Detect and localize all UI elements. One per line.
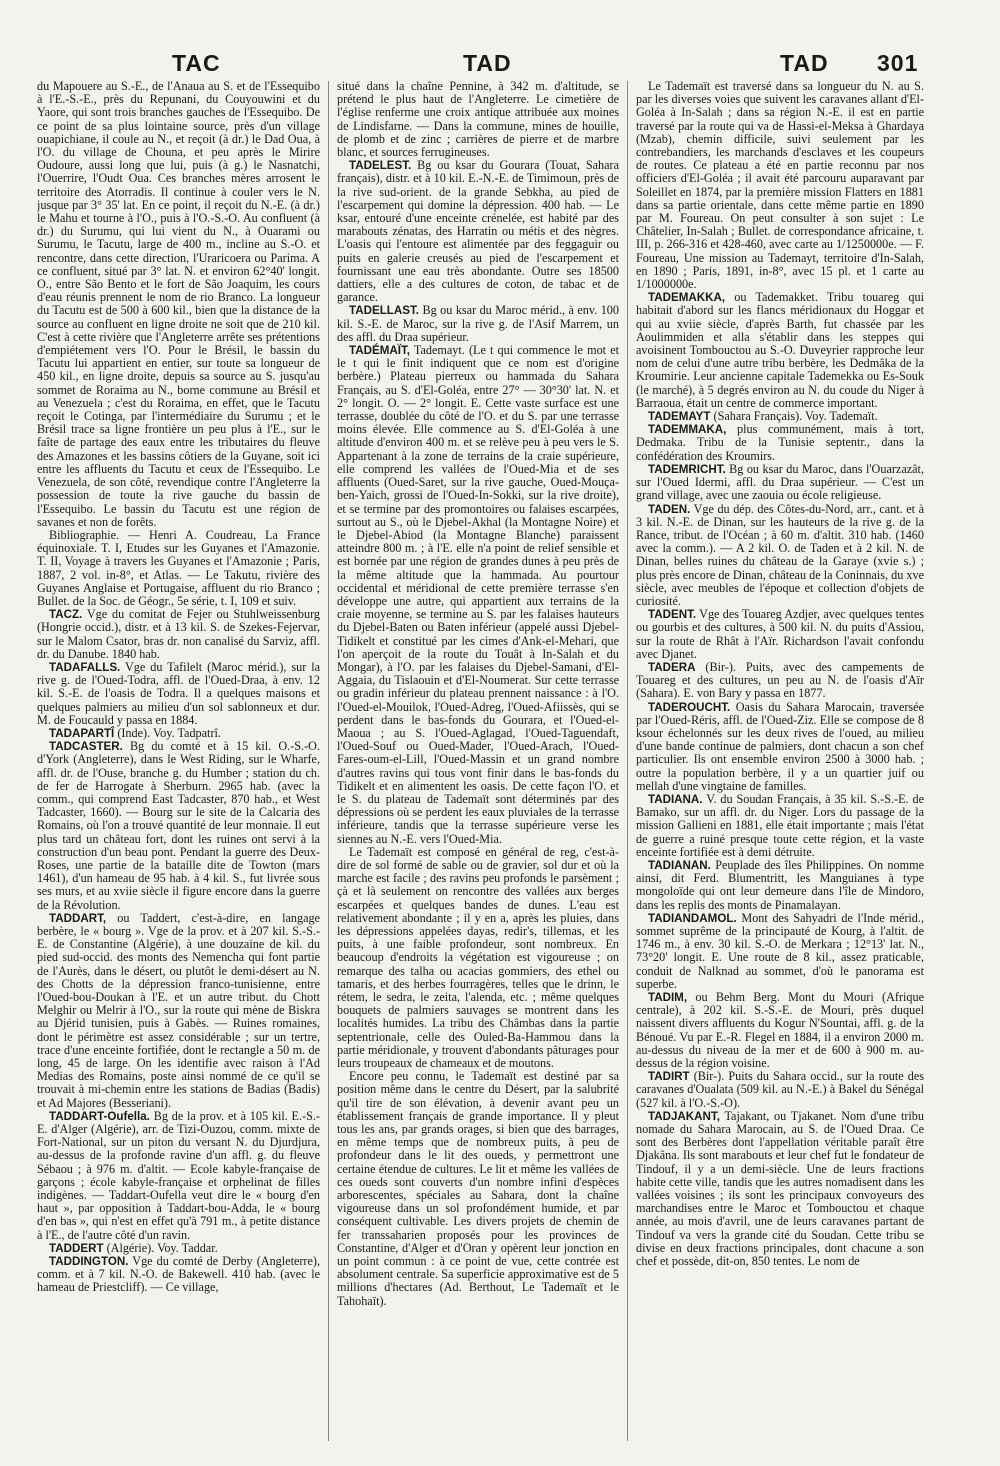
entry-headword: TADIANA. (648, 792, 703, 806)
continued-paragraph (636, 80, 924, 291)
dictionary-entry (636, 661, 924, 701)
entry-text: Mont des Sahyadri de l'Inde mérid., sommet suprême de la principauté de Kourg, à l'altit. de 1746 m., à env. 30 kil. S.-O. de Merkara ; 12°13' lat. N., 73°20' longit. E. Une route de 8 kil., assez praticable, conduit de Nalknad au sommet, d'où le panorama est superbe. (636, 910, 924, 991)
entry-text: Vge des Touareg Azdjer, avec quelques tentes ou gourbis et des cultures, à 500 kil. N. du puits d'Assiou, sur la route de Rhât à l'Aïr. Richardson l'avait confondu avec Djanet. (636, 607, 924, 661)
entry-text: Le Tademaït est composé en général de reg, c'est-à-dire de sol formé de sable ou de gravier, sol dur et où la marche est facile ; des ravins peu profonds le parsèment ; çà et là seulement on rencontre des vallées aux berges escarpées et quelques bandes de dunes. L'eau est relativement abondante ; il y en a, après les pluies, dans les dépressions appelées dayas, redir's, tillemas, et les puits, à une faible profondeur, sont nombreux. En beaucoup d'endroits la végétation est vigoureuse ; on remarque des talha ou acacias gommiers, des ethel ou tamaris, et des herbes fourragères, telles que le drinn, le rétem, le sedra, le zeita, l'alenda, etc. ; même quelques bouquets de palmiers sauvages se montrent dans les localités humides. La tribu des Châmbas dans la partie septentrionale, celle des Ouled-Ba-Hammou dans la partie méridionale, y trouvent d'abondants pâturages pour leurs troupeaux de chameaux et de moutons. (337, 844, 619, 1071)
entry-headword: TADEMAYT (648, 410, 711, 424)
dictionary-entry (636, 423, 924, 463)
entry-headword: TADDERT (49, 1241, 104, 1255)
entry-headword: TADCASTER. (49, 740, 123, 754)
entry-text: Bg ou ksar du Gourara (Touat, Sahara français), distr. et à 10 kil. E.-N.-E. de Timimoun, près de la rive sud-orient. de la grande Sebkha, au pied de l'escarpement qui domine la dépression. 400 hab. — Le ksar, entouré d'une enceinte crénelée, est habité par des marabouts zénatas, des Harratin ou métis et des nègres. L'oasis qui l'entoure est alimentée par des feggaguir ou puits en galerie creusés au pied de l'escarpement et fournissant une eau très abondante. Outre ses 18500 dattiers, elle a des cultures de coton, de tabac et de garance. (337, 158, 619, 305)
running-header (0, 50, 1000, 84)
entry-headword: TADENT. (648, 608, 697, 622)
dictionary-entry (636, 912, 924, 991)
dictionary-entry (337, 344, 619, 846)
continued-paragraph (37, 80, 320, 529)
continued-paragraph (337, 1070, 619, 1308)
continued-paragraph (337, 846, 619, 1070)
entry-text: Vge du comitat de Fejer ou Stuhlweissenburg (Hongrie occid.), distr. et à 13 kil. S. de Szekes-Fejervar, sur le Malom Csator, bras dr. non canalisé du Sarviz, affl. dr. du Danube. 1840 hab. (37, 607, 320, 661)
dictionary-entry (636, 291, 924, 410)
entry-headword: TADAPARTÎ (49, 726, 115, 740)
entry-text: V. du Soudan Français, à 35 kil. S.-S.-E. de Bamako, sur un affl. dr. du Niger. Lors du passage de la mission Gallieni en 1881, elle était importante ; mais l'état de guerre a ruiné presque toute cette région, et la vaste enceinte fortifiée est à demi détruite. (636, 791, 924, 859)
entry-text: plus communément, mais à tort, Dedmaka. Tribu de la Tunisie septentr., dans la confédération des Kroumirs. (636, 422, 924, 463)
dictionary-entry (636, 463, 924, 503)
dictionary-entry (37, 529, 320, 608)
column-rule-right (627, 81, 628, 1441)
entry-headword: TADIRT (648, 1070, 690, 1084)
entry-headword: TADELLAST. (349, 304, 419, 318)
entry-text: (Bir-). Puits du Sahara occid., sur la route des caravanes d'Oualata (509 kil. au N.-E.) à Bakel du Sénégal (527 kil. à l'O.-S.-O). (636, 1069, 924, 1110)
header-center-keyword: TAD (463, 50, 512, 76)
entry-headword: TADEN. (648, 502, 691, 516)
dictionary-entry (37, 740, 320, 912)
entry-headword: TADÉMAÏT, (349, 344, 410, 358)
entry-headword: TADDART-Oufella. (49, 1109, 150, 1123)
entry-text: (Bir-). Puits, avec des campements de Touareg et des cultures, un peu au N. de l'oasis d'Aïr (Sahara). E. von Bary y passa en 1877. (636, 659, 924, 701)
dictionary-entry (37, 1255, 320, 1295)
entry-text: Bg du comté et à 15 kil. O.-S.-O. d'York (Angleterre), dans le West Riding, sur le Wharfe, affl. dr. de l'Ouse, branche g. du Humber ; station du ch. de fer de Harrogate à Sherburn. 2965 hab. (avec la comm., qui comprend East Tadcaster, 870 hab., et West Tadcaster, 1660). — Bourg sur le site de la Calcaria des Romains, où l'on a trouvé quantité de leur monnaie. Il eut plus tard un château fort, dont les ruines ont servi à la construction d'un beau pont. Pendant la guerre des Deux-Roses, une partie de la bataille dite de Towton (mars 1461), d'un hameau de 95 hab. à 4 kil. S., fut livrée sous ses murs, et au xviie siècle il figure encore dans la guerre de la Révolution. (37, 739, 320, 912)
entry-text: Vge du comté de Derby (Angleterre), comm. et à 7 kil. N.-O. de Bakewell. 410 hab. (avec le hameau de Priestcliff). — Ce village, (37, 1254, 320, 1295)
entry-headword: TADEROUCHT. (648, 700, 731, 714)
entry-text: Tademayt. (Le t qui commence le mot et le t qui le finit indiquent que ce nom est d'origine berbère.) Plateau pierreux ou hammada du Sahara Français, au S. d'El-Goléa, entre 27° — 30°30' lat. N. et 2° longit. O. — 2° longit. E. Cette vaste surface est une terrasse, doublée du côté de l'O. et du S. par une terrasse moins élevée. Elle commence au S. d'El-Goléa à une altitude d'environ 400 m. et se relève peu à peu vers le S. Appartenant à la zone de terrains de la craie supérieure, elle comprend les vallées de l'Oued-Mia et de ses affluents (Oued-Saret, sur la rive gauche, Oued-Mouça-ben-Yaich, grossi de l'Oued-In-Sokki, sur la rive droite), et se termine par des promontoires ou falaises escarpées, surtout au S., où le Djebel-Akhal (la Montagne Noire) et le Djebel-Abiod (la Montagne Blanche) paraissent atteindre 800 m. ; à l'E. elle n'a point de relief sensible et est bornée par une région de grandes dunes à peu près de la même altitude que la hammada. Au pourtour occidental et méridional de cette première terrasse s'en développe une autre, qui appartient aux terrains de la craie moyenne, se termine au S. par les falaises hauteurs du Djebel-Baten ou Baten inférieur (appelé aussi Djebel-Tidikelt et constitué par les cimes d'Ank-el-Mehari, que l'on aperçoit de la route du Touât à In-Salah et du Mongar), à l'O. par les falaises du Djebel-Samani, d'El-Aggaia, du Tislaouin et d'El-Noumerat. Sur cette terrasse ou gradin inférieur du plateau prennent naissance : à l'O. l'Oued-el-Mouilok, l'Oued-Adreg, l'Oued-Afiissès, qui se perdent dans le bas-fonds du Gourara, et l'Oued-el-Maoua ; au S. l'Oued-Aglagad, l'Oued-Taguendaft, l'Oued-Souf ou Oued-Mader, l'Oued-Arach, l'Oued-Fares-oum-el-Lill, l'Oued-Massin et un grand nombre d'autres ravins qui tous vont finir dans le bas-fonds du Tidikelt et en alimentent les oasis. De cette façon l'O. et le S. du plateau de Tademaït sont déterminés par des dépressions où se perdent les eaux pluviales de la terrasse inférieure, tandis que la terrasse supérieure verse les siennes au N.-E. vers l'Oued-Mia. (337, 343, 619, 846)
dictionary-entry (37, 608, 320, 661)
entry-text: Bg ou ksar du Maroc, dans l'Ouarzazât, sur l'Oued Idermi, affl. du Draa supérieur. — C'est un grand village, avec une zaouia ou école religieuse. (636, 461, 924, 503)
dictionary-entry (37, 661, 320, 727)
entry-headword: TADDART, (49, 911, 107, 925)
entry-headword: TADAFALLS. (49, 660, 121, 674)
dictionary-entry (37, 1110, 320, 1242)
entry-text: ou Taddert, c'est-à-dire, en langage berbère, le « bourg ». Vge de la prov. et à 207 kil. S.-S.-E. de Constantine (Algérie), à une douzaine de kil. du pied sud-occid. des monts des Nemencha qui font partie de l'Aurès, dans le désert, ou plutôt le demi-désert au N. des Chotts de la dépression franco-tunisienne, entre l'Oued-bou-Doukan à l'E. et un autre tribut. du Chott Melghir ou Melrir à l'O., sur la route qui mène de Biskra au Djérid tunisien, puis à Gabès. — Ruines romaines, dont le périmètre est assez considérable ; sur un tertre, trace d'une enceinte fortifiée, dont le rectangle a 50 m. de long, 45 de large. On les identifie avec raison à l'Ad Medias des Romains, poste ainsi nommé de ce qu'il se trouvait à mi-chemin entre les stations de Badias (Badis) et Ad Majores (Besseriani). (37, 910, 320, 1110)
entry-headword: TADDINGTON. (49, 1255, 129, 1269)
entry-headword: TADERA (648, 660, 696, 674)
entry-text: situé dans la chaîne Pennine, à 342 m. d'altitude, se prétend le plus haut de l'Angleterre. Le cimetière de l'église renferme une croix antique attribuée aux moines de Lindisfarne. — Dans la commune, mines de houille, de plomb et de zinc ; carrières de pierre et de marbre blanc, et sources ferrugineuses. (337, 80, 619, 160)
entry-text: (Algérie). Voy. Taddar. (103, 1240, 218, 1255)
entry-headword: TADEMMAKA, (648, 423, 727, 437)
entry-headword: TADELEST. (349, 159, 412, 173)
page-number: 301 (877, 50, 919, 76)
entry-text: Bg ou ksar du Maroc mérid., à env. 100 kil. S.-E. de Maroc, sur la rive g. de l'Asif Marrem, un des affl. du Draa supérieur. (337, 303, 619, 344)
entry-headword: TADIM, (648, 991, 688, 1005)
dictionary-entry (337, 304, 619, 344)
entry-text: Bibliographie. — Henri A. Coudreau, La France équinoxiale. T. I, Etudes sur les Guyanes et l'Amazonie. T. II, Voyage à travers les Guyanes et l'Amazonie ; Paris, 1887, 2 vol. in-8°, et Atlas. — Le Takutu, rivière des Guyanes Anglaise et Portugaise, affluent du rio Branco ; Bullet. de la Soc. de Géogr., 5e série, t. I, 109 et suiv. (37, 527, 320, 608)
entry-headword: TADIANDAMOL. (648, 911, 737, 925)
entry-text: ou Behm Berg. Mont du Mouri (Afrique centrale), à 202 kil. S.-S.-E. de Mouri, près duquel naissent divers affluents du Kogur N'Sountai, affl. g. de la Bénoué. Vu par E.-R. Flegel en 1884, il a environ 2000 m. au-dessus du niveau de la mer et de 600 à 900 m. au-dessus de la région voisine. (636, 990, 924, 1071)
entry-headword: TADJAKANT, (648, 1109, 720, 1123)
entry-text: (Inde). Voy. Tadpatrî. (114, 725, 221, 740)
column-2 (337, 80, 619, 1442)
dictionary-entry (636, 859, 924, 912)
dictionary-entry (37, 912, 320, 1110)
continued-paragraph (337, 80, 619, 159)
entry-text: Tajakant, ou Tjakanet. Nom d'une tribu nomade du Sahara Marocain, au S. de l'Oued Draa. Ce sont des Berbères dont l'appellation véritable paraît être Djakâna. Ils sont marabouts et leur chef fut le fondateur de Tindouf, il y a un demi-siècle. Une de leurs fractions habite cette ville, tandis que les autres nomadisent dans les vallées voisines ; ils sont les principaux convoyeurs des marchandises entre le Maroc et Tombouctou et chaque année, au mois d'avril, une de leurs caravanes partant de Tindouf va vers la grande cité du Soudan. Cette tribu se divise en deux fractions principales, dont chacune a son chef et possède, dit-on, 850 tentes. Le nom de (636, 1108, 924, 1269)
entry-text: Bg de la prov. et à 105 kil. E.-S.-E. d'Alger (Algérie), arr. de Tizi-Ouzou, comm. mixte de Fort-National, sur un piton du versant N. du Djurdjura, au-dessus de la profonde ravine d'un affl. g. du fleuve Sébaou ; à 976 m. d'altit. — Ecole kabyle-française de garçons ; école kabyle-française et orphelinat de filles indigènes. — Taddart-Oufella veut dire le « bourg d'en haut », par opposition à Taddart-bou-Adda, le « bourg d'en bas », qui n'est en effet qu'à 791 m., à petite distance à l'E., de l'autre côté d'un ravin. (37, 1108, 320, 1242)
entry-text: (Sahara Français). Voy. Tademaït. (710, 409, 878, 424)
dictionary-entry (636, 1110, 924, 1268)
entry-headword: TADEMRICHT. (648, 462, 726, 476)
entry-headword: TACZ. (49, 608, 83, 622)
header-left-keyword: TAC (172, 50, 221, 76)
dictionary-entry (636, 1070, 924, 1110)
entry-text: Encore peu connu, le Tademaït est destiné par sa position même dans le centre du Désert, par la salubrité qu'il tire de son élévation, à devenir avant peu un établissement français de grande importance. Il y pleut tous les ans, par grands orages, si bien que des barrages, en même temps que de nombreux puits, à peu de profondeur dans le lit des oueds, y permettront une certaine étendue de cultures. Le lit et même les vallées de ces oueds sont couverts d'un nombre infini d'espèces arborescentes, spéciales au Sahara, dont la chaîne vigoureuse dans un sol profondément humide, et par conséquent cultivable. Les divers projets de chemin de fer transsaharien proposés pour les provinces de Constantine, d'Alger et d'Oran y opèrent leur jonction en un point commun : à ce point de vue, cette contrée est absolument centrale. Sa superficie approximative est de 5 millions d'hectares (Ad. Berthout, Le Tademaït et le Tahohaït). (337, 1069, 619, 1308)
entry-text: Oasis du Sahara Marocain, traversée par l'Oued-Réris, affl. de l'Oued-Ziz. Elle se compose de 8 ksour échelonnés sur les deux rives de l'oued, au milieu d'une bande continue de palmiers, dont chacun a son chef particulier. Ils ont ensemble environ 2500 à 3000 hab. ; outre la population berbère, il y a un quartier juif ou mellah d'une vingtaine de familles. (636, 699, 924, 793)
entry-text: Vge du dép. des Côtes-du-Nord, arr., cant. et à 3 kil. N.-E. de Dinan, sur les hauteurs de la rive g. de la Rance, tribut. de l'Océan ; à 60 m. d'altit. 310 hab. (1460 avec la comm.). — A 2 kil. O. de Taden et à 2 kil. N. de Dinan, belles ruines du château de la Garaye (xvie s.) ; plus près encore de Dinan, château de la Coninnais, du xve siècle, avec meubles de l'époque et collection d'objets de curiosité. (636, 501, 924, 608)
dictionary-entry (636, 503, 924, 609)
entry-text: Le Tademaït est traversé dans sa longueur du N. au S. par les diverses voies que suivent les caravanes allant d'El-Goléa à In-Salah ; dans sa région N.-E. il est en partie traversé par la route qui va de Hassi-el-Meksa à Ghardaya (Mzab), chemin difficile, suivi seulement par les contrebandiers, les marchands d'esclaves et les coupeurs de routes. Ce plateau a été en partie reconnu par nos officiers d'El-Goléa ; il avait été parcouru auparavant par Soleillet en 1874, par la première mission Flatters en 1881 dans sa partie orientale, dans cette même partie en 1890 par M. Foureau. On peut consulter à son sujet : Le Châtelier, In-Salah ; Bullet. de correspondance africaine, t. III, p. 266-316 et 428-460, avec carte au 1/1250000e. — F. Foureau, Une mission au Tademayt, territoire d'In-Salah, en 1890 ; Paris, 1891, in-8°, avec 15 pl. et 1 carte au 1/1000000e. (636, 80, 924, 292)
entry-text: du Mapouere au S.-E., de l'Anaua au S. et de l'Essequibo à l'E.-S.-E., près du Repunani, du Couyouwini et du Yaore, qui sont trois branches gauches de l'Essequibo. De ce point de sa plus lointaine source, près d'un village ouapichiane, il coule au N., et reçoit (à dr.) le Dad Oua, à l'O. du village de Chouna, et peu après le Mirire Oudoure, aussi long que lui, puis (à g.) le Nasnatchi, l'Ouerrire, l'Oudt Oua. Ces branches mères arrosent le territoire des Atorradis. Il continue à couler vers le N. jusque par 3° 35' lat. En ce point, il reçoit du N.-E. (à dr.) le Mahu et tourne à l'O., puis à l'O.-S.-O. Au confluent (à dr.) du Surumu, qui lui vient du N., à Ouarami ou Surumu, le Tacutu, large de 400 m., incline au S.-O. et rencontre, dans cette direction, l'Uraricoera ou Parima. A ce confluent, situé par 3° lat. N. et environ 62°40' longit. O., entre São Bento et le fort de São Joaquim, les cours d'eau réunis prennent le nom de rio Branco. La longueur du Tacutu est de 500 à 600 kil., bien que la distance de la source au confluent en ligne droite ne soit que de 210 kil. C'est à cette rivière que l'Angleterre arrête ses prétentions d'empiétement vers l'O. Pour le Brésil, le bassin du Tacutu lui appartient en entier, sur toute sa longueur de 450 kil., en ligne droite, depuis sa source au S. jusqu'au sommet de Roraima au N., borne commune au Brésil et au Venezuela ; c'est du Roraima, en effet, que le Tacutu reçoit le Cotinga, par l'intermédiaire du Surumu ; et le Brésil trace sa ligne frontière un peu plus à l'E., sur le faîte de partage des eaux entre les tributaires du fleuve des Amazones et les bassins côtiers de la Guyane, soit ici entre les affluents du Tacutu et ceux de l'Essequibo. Le Venezuela, de son côté, revendique contre l'Angleterre la possession de toute la rive gauche du bassin de l'Essequibo. Le bassin du Tacutu est une région de savanes et non de forêts. (37, 80, 320, 529)
dictionary-entry (636, 793, 924, 859)
header-right-keyword: TAD (780, 50, 829, 76)
dictionary-entry (337, 159, 619, 304)
entry-text: Peuplade des îles Philippines. On nomme ainsi, dit Ferd. Blumentritt, les Manguianes à type mongoloïde qui ont leur demeure dans l'île de Mindoro, dans les replis des monts de Pinamalayan. (636, 857, 924, 912)
entry-text: Vge du Tafilelt (Maroc mérid.), sur la rive g. de l'Oued-Todra, affl. de l'Oued-Draa, à env. 12 kil. S.-E. de l'oasis de Todra. Il a quelques maisons et quelques palmiers au milieu d'un sol sablonneux et dur. M. de Foucauld y passa en 1884. (37, 659, 320, 727)
column-3 (636, 80, 924, 1442)
dictionary-entry (636, 701, 924, 793)
dictionary-entry (636, 991, 924, 1070)
entry-headword: TADEMAKKA, (648, 291, 726, 305)
column-1 (37, 80, 320, 1442)
dictionary-entry (636, 608, 924, 661)
entry-text: ou Tademakket. Tribu touareg qui habitait d'abord sur les flancs méridionaux du Hoggar et qui au xviie siècle, d'après Barth, fut chassée par les Aoulimmiden et alla s'établir dans les steppes qui avoisinent Tombouctou au S.-O. Duveyrier rapproche leur nom de celui d'une autre tribu berbère, les Dedmâka de la Kroumirie. Leur ancienne capitale Tademekka ou Es-Souk (le marché), à 5 degrés environ au N. du coude du Niger à Barraoua, était un centre de commerce important. (636, 290, 924, 410)
column-rule-left (328, 81, 329, 1441)
entry-headword: TADIANAN. (648, 858, 711, 872)
